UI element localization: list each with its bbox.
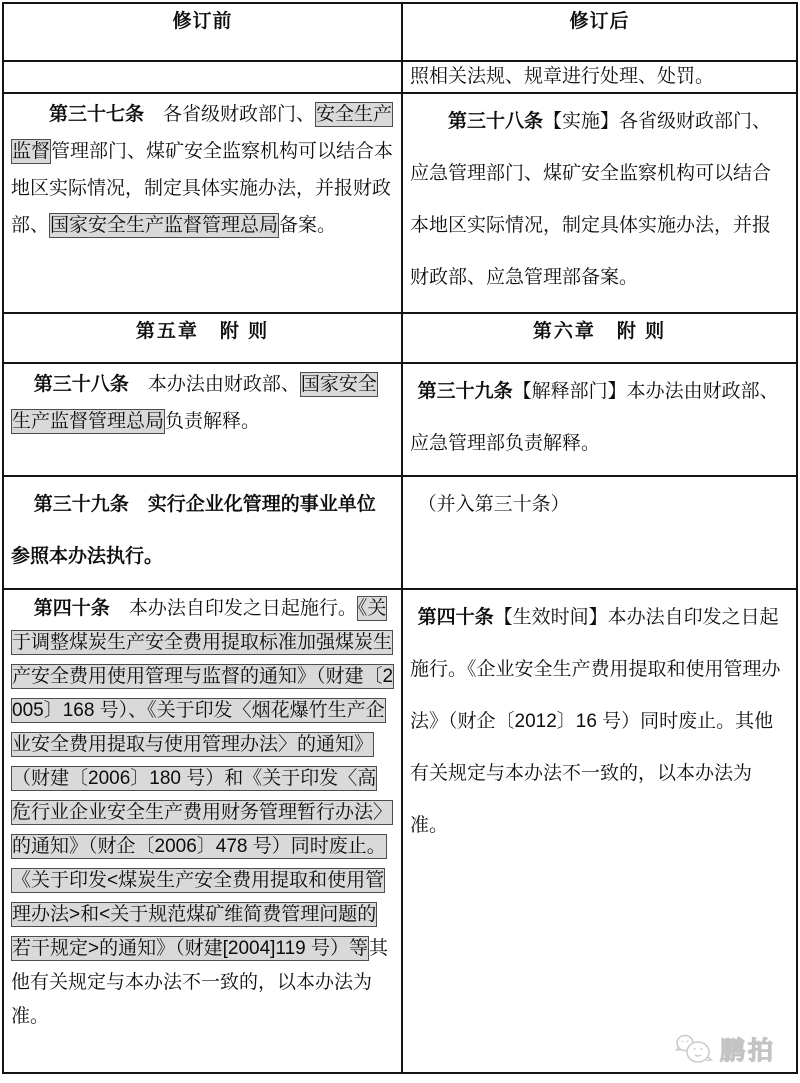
pengpai-watermark-text: 鹏拍 xyxy=(719,1037,776,1065)
row-continuation xyxy=(3,61,797,93)
highlighted-text: 《关于调整煤炭生产安全费用提取标准加强煤炭生产安全费用使用管理与监督的通知》（财建〔2005〕168 号）、《关于印发〈烟花爆竹生产企业安全费用提取与使用管理办法〉的通知》（财建〔2006〕180 号）和《关于印发〈高危行业企业安全生产费用财务管理暂行办法〉的通知》（财企〔2006〕478 号）同时废止。《关于印发<煤炭生产安全费用提取和使用管理办法>和<关于规范煤矿维简费管理问题的若干规定>的通知》（财建[2004]119 号）等 xyxy=(12,598,394,959)
text-segment: 本办法自印发之日起施行。 xyxy=(128,598,357,619)
column-header-before: 修订前 xyxy=(3,3,402,61)
revision-comparison-table xyxy=(2,2,798,1074)
cell-before-article-37 xyxy=(3,93,402,313)
highlighted-text: 国家安全生产监督管理总局 xyxy=(12,374,377,432)
cell-after-article-40 xyxy=(402,589,797,1073)
column-header-after: 修订后 xyxy=(402,3,797,61)
cell-after-article-38 xyxy=(402,93,797,313)
header-row xyxy=(3,3,797,61)
cell-before-article-39 xyxy=(3,476,402,589)
text-segment: 第六章 附 则 xyxy=(532,321,667,342)
text-segment: 第三十八条 xyxy=(33,374,148,395)
text-segment: 第四十条 xyxy=(33,598,129,619)
text-segment: 第三十七条 xyxy=(49,104,164,125)
cell-after-merged-note xyxy=(402,476,797,589)
text-segment: 负责解释。 xyxy=(165,411,261,432)
cell-before-empty xyxy=(3,61,402,93)
row-chapter-heading xyxy=(3,313,797,363)
row-article-40 xyxy=(3,589,797,1073)
text-segment: 【生效时间】 xyxy=(493,607,608,628)
text-segment: 本办法由财政部、 xyxy=(147,374,300,395)
text-segment: 管理部门、煤矿安全监察机构可以结合本地区实际情况，制定具体实施办法，并报财政部、 xyxy=(11,141,394,236)
text-segment: 备案。 xyxy=(279,215,337,236)
text-segment: 第五章 附 则 xyxy=(135,321,270,342)
highlighted-text: 国家安全生产监督管理总局 xyxy=(50,215,279,236)
highlighted-text: 安全生产监督 xyxy=(12,104,393,162)
cell-after-article-39 xyxy=(402,363,797,476)
text-segment: 第四十条 xyxy=(417,607,494,628)
text-segment: 【解释部门】 xyxy=(512,381,627,402)
cell-before-chapter-5 xyxy=(3,313,402,363)
text-segment: 本办法自印发之日起施行。《企业安全生产费用提取和使用管理办法》（财企〔2012〕16 号）同时废止。其他有关规定与本办法不一致的，以本办法为准。 xyxy=(410,607,781,836)
text-segment: （并入第三十条） xyxy=(417,494,570,515)
cell-after-chapter-6 xyxy=(402,313,797,363)
cell-before-article-38 xyxy=(3,363,402,476)
text-segment: 照相关法规、规章进行处理、处罚。 xyxy=(410,66,715,87)
text-segment: 第三十九条 xyxy=(417,381,513,402)
row-article-37 xyxy=(3,93,797,313)
text-segment: 本办法由财政部、应急管理部负责解释。 xyxy=(410,381,779,454)
text-segment: 第三十九条 实行企业化管理的事业单位参照本办法执行。 xyxy=(11,494,376,567)
text-segment: 各省级财政部门、应急管理部门、煤矿安全监察机构可以结合本地区实际情况，制定具体实施办法，并报财政部、应急管理部备案。 xyxy=(410,111,772,288)
text-segment: 其他有关规定与本办法不一致的，以本办法为准。 xyxy=(11,938,389,1027)
row-article-38 xyxy=(3,363,797,476)
text-segment: 各省级财政部门、 xyxy=(163,104,316,125)
cell-after-continuation xyxy=(402,61,797,93)
cell-before-article-40 xyxy=(3,589,402,1073)
text-segment: 【实施】 xyxy=(543,111,620,132)
text-segment: 第三十八条 xyxy=(448,111,544,132)
row-article-39 xyxy=(3,476,797,589)
